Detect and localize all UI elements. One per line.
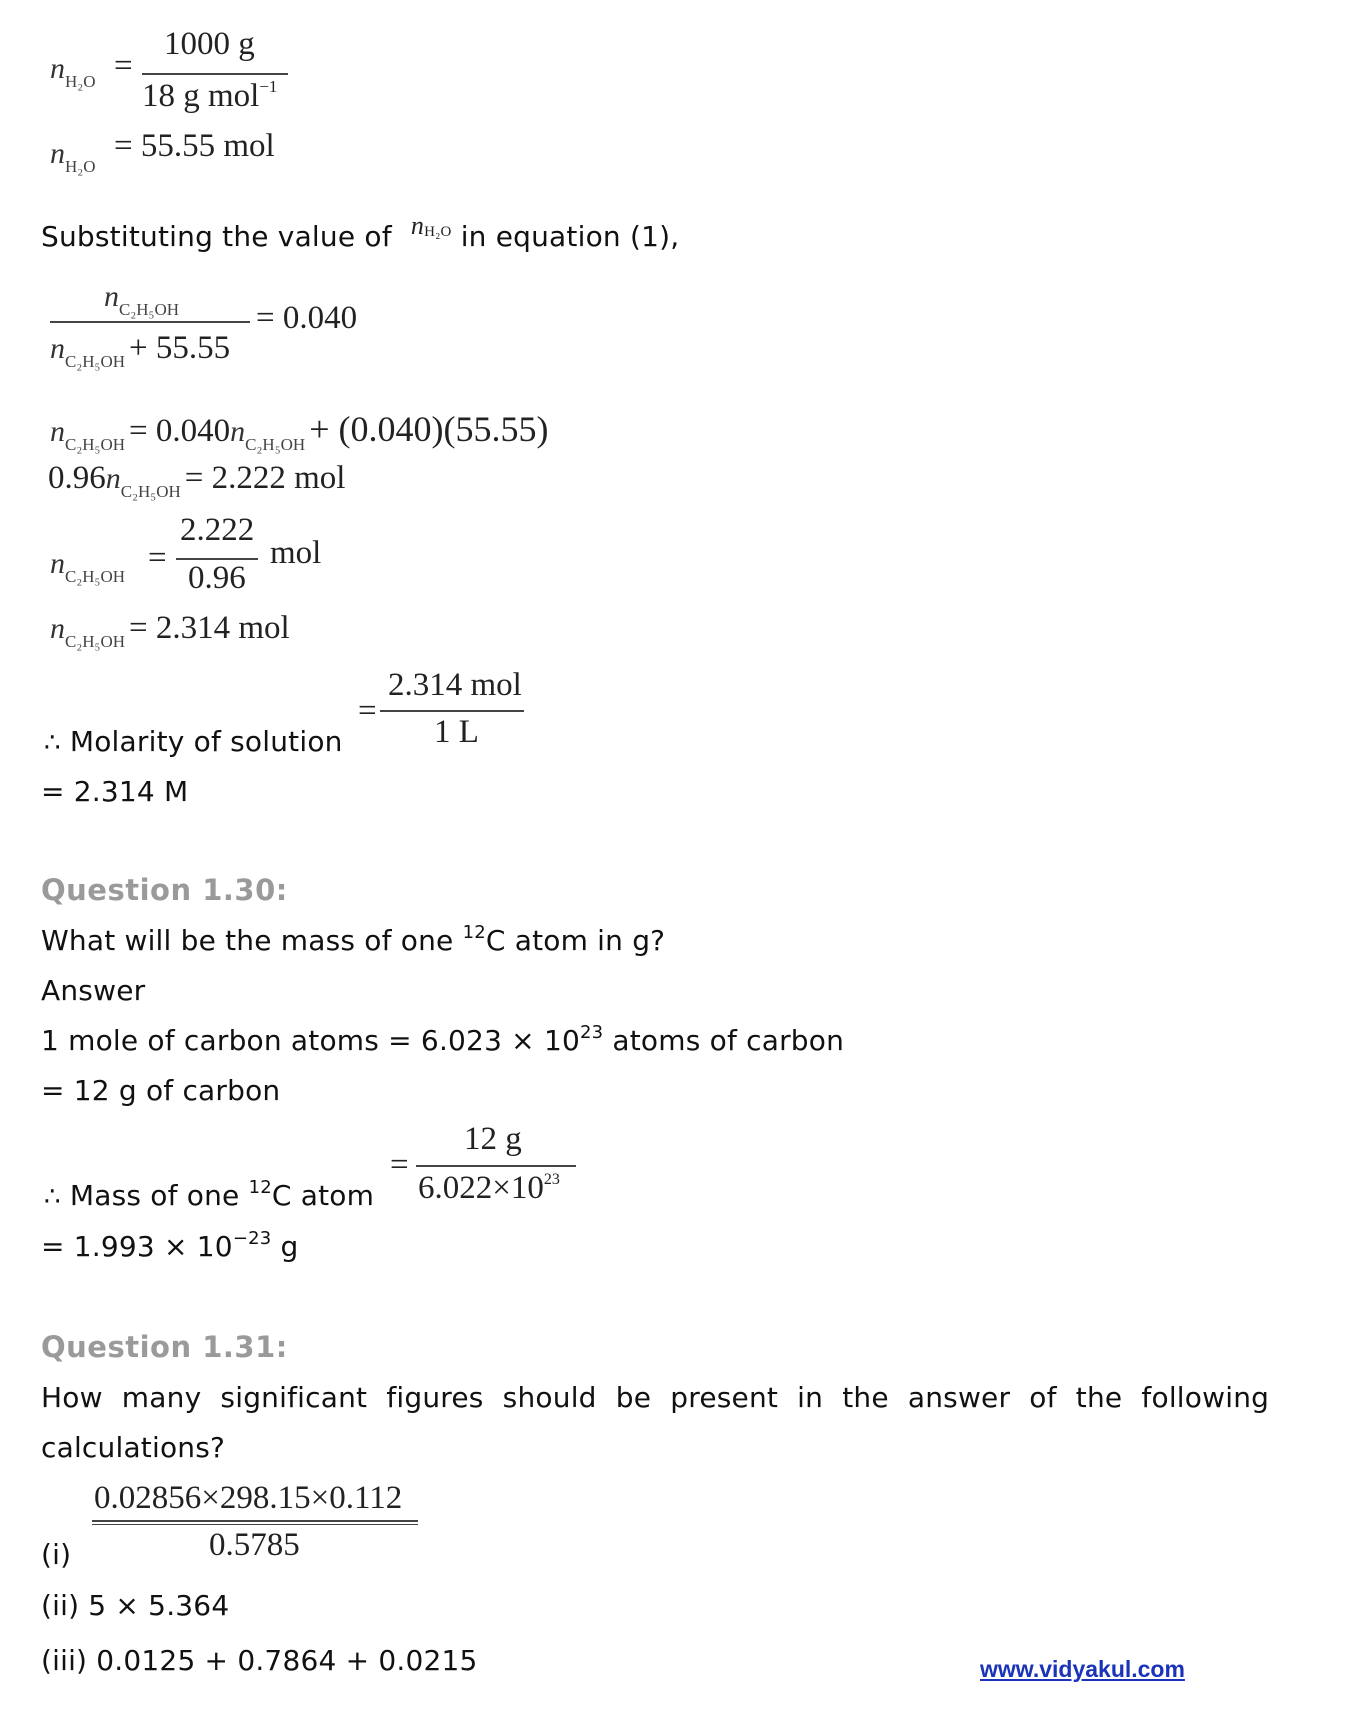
nh2o-equals: = <box>114 48 133 84</box>
calc-i-numerator: 0.02856×298.15×0.112 <box>94 1480 403 1516</box>
solve-line-3-lhs: nC₂H₅OH <box>50 547 126 586</box>
substitute-sentence: Substituting the value of $n^{H_2O}$ in equation (1), <box>41 211 680 253</box>
molarity-label: ∴ Molarity of solution <box>44 725 343 758</box>
question-1-30-heading: Question 1.30: <box>41 873 288 907</box>
ratio-rhs: = 0.040 <box>256 300 358 336</box>
molarity-result: = 2.314 M <box>41 775 189 808</box>
nh2o-denominator: 18 g mol$^{-1}$ <box>142 77 278 114</box>
molarity-denominator: 1 L <box>434 714 479 750</box>
calc-i-fraction-line-2 <box>92 1524 418 1525</box>
vidyakul-link[interactable]: www.vidyakul.com <box>980 1656 1185 1682</box>
mass-equals: = <box>390 1147 409 1183</box>
nh2o-lhs: nH₂O <box>50 52 96 91</box>
solve-line-3-equals: = <box>148 540 167 576</box>
calc-iii: (iii) 0.0125 + 0.7864 + 0.0215 <box>41 1644 478 1677</box>
question-1-31-heading: Question 1.31: <box>41 1330 288 1364</box>
answer-line-1: 1 mole of carbon atoms = $6.023 \times 10^{23}$ atoms of carbon <box>41 1022 845 1057</box>
solve-line-4: nC₂H₅OH = 2.314 mol <box>50 610 290 651</box>
mass-result: = $1.993 \times 10^{-23}$ g <box>41 1228 299 1263</box>
answer-line-2: = 12 g of carbon <box>41 1074 281 1107</box>
calc-i-denominator: 0.5785 <box>209 1527 300 1563</box>
molarity-numerator: 2.314 mol <box>388 667 522 703</box>
calc-i-fraction-line <box>92 1520 418 1522</box>
mass-label: ∴ Mass of one $^{12}$C atom <box>44 1177 375 1212</box>
nh2o-numerator: 1000 g <box>164 26 255 62</box>
question-1-31-text: How many significant figures should be present in the answer of the following <box>41 1381 1270 1414</box>
mass-denominator: $6.022\times 10^{23}$ <box>418 1170 560 1206</box>
answer-label: Answer <box>41 974 146 1007</box>
nh2o-lhs-2: nH₂O <box>50 137 96 176</box>
calc-i-label: (i) <box>41 1538 72 1571</box>
molarity-fraction-line <box>380 710 524 712</box>
molarity-equals: = <box>358 693 377 729</box>
mass-numerator: 12 g <box>464 1121 522 1157</box>
nh2o-result: = 55.55 mol <box>114 128 275 164</box>
nh2o-fraction-line <box>142 73 288 75</box>
question-1-31-text-cont: calculations? <box>41 1431 226 1464</box>
mass-fraction-line <box>416 1165 576 1167</box>
solve-line-3-denominator: 0.96 <box>188 560 246 596</box>
ratio-numerator: nC₂H₅OH <box>104 280 180 319</box>
solve-line-2: 0.96nC₂H₅OH = 2.222 mol <box>48 460 346 501</box>
calc-ii: (ii) 5 × 5.364 <box>41 1589 230 1622</box>
ratio-fraction-line <box>50 321 250 323</box>
solve-line-3-numerator: 2.222 <box>180 512 255 548</box>
question-1-30-text: What will be the mass of one $^{12}$C atom in g? <box>41 922 666 957</box>
solve-line-3-unit: mol <box>270 535 322 571</box>
solve-line-1: nC₂H₅OH = 0.040nC₂H₅OH + (0.040)(55.55) <box>50 409 549 454</box>
ratio-denominator: nC₂H₅OH + 55.55 <box>50 330 231 371</box>
